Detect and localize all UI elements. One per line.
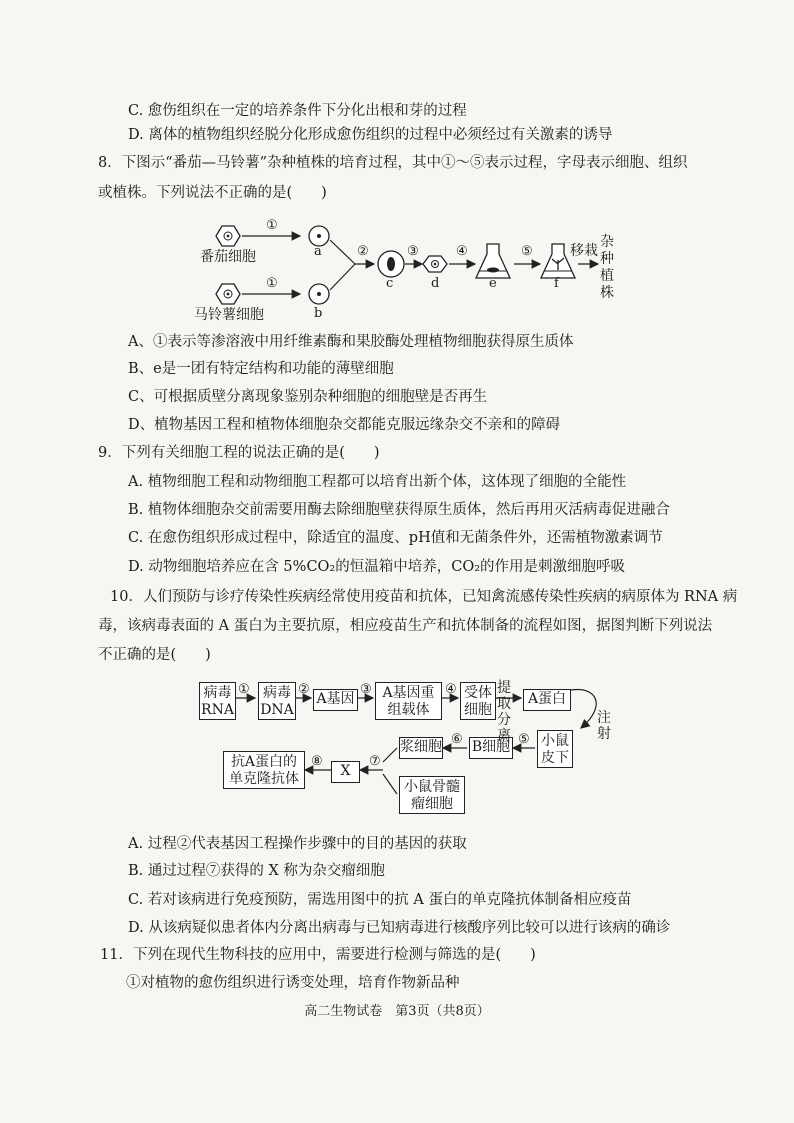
virus-rna-box: 病毒RNA [199,682,236,720]
q8-option-b: B、e是一团有特定结构和功能的薄壁细胞 [128,361,394,377]
q7-option-d: D. 离体的植物组织经脱分化形成愈伤组织的过程中必须经过有关激素的诱导 [128,127,613,143]
step2-label: ② [357,244,369,259]
q9-option-d: D. 动物细胞培养应在含 5%CO₂的恒温箱中培养，CO₂的作用是刺激细胞呼吸 [128,559,626,575]
x-cell-box: X [331,761,360,783]
q8-option-a: A、①表示等渗溶液中用纤维素酶和果胶酶处理植物细胞获得原生质体 [128,334,574,350]
label-e: e [489,276,497,291]
antibody-flow-figure [195,676,635,818]
potato-cell-icon [216,284,240,304]
q10-stem-line1: 10．人们预防与诊疗传染性疾病经常使用疫苗和抗体，已知禽流感传染性疾病的病原体为 RNA 病 [110,589,738,605]
q10-option-b: B. 通过过程⑦获得的 X 称为杂交瘤细胞 [128,863,385,879]
inject-label: 注射 [597,710,611,742]
label-a: a [314,244,322,259]
plasma-cell-box: 浆细胞 [399,737,443,759]
a-gene-vector-box: A基因重组载体 [375,682,442,720]
flask-e-icon [476,244,510,278]
q10-stem-line3: 不正确的是( ) [98,647,211,663]
q9-option-c: C. 在愈伤组织形成过程中，除适宜的温度、pH值和无菌条件外，还需植物激素调节 [128,530,663,546]
a-gene-box: A基因 [313,689,358,711]
q11-stem: 11．下列在现代生物科技的应用中，需要进行检测与筛选的是( ) [100,947,536,963]
flow-step4: ④ [445,682,457,697]
flow-step2: ② [298,682,310,697]
potato-cell-label: 马铃薯细胞 [194,307,264,323]
flow-step3: ③ [360,682,372,697]
flow-step6: ⑥ [451,732,463,747]
b-cell-box: B细胞 [469,737,513,759]
myeloma-cell-box: 小鼠骨髓瘤细胞 [399,776,465,814]
q8-option-d: D、植物基因工程和植物体细胞杂交都能克服远缘杂交不亲和的障碍 [128,417,561,433]
q8-stem-line2: 或植株。下列说法不正确的是( ) [98,185,327,201]
q10-stem-line2: 毒，该病毒表面的 A 蛋白为主要抗原，相应疫苗生产和抗体制备的流程如图，据图判断下列说法 [98,618,713,634]
fused-cell-c-icon [378,251,404,277]
q8-option-c: C、可根据质壁分离现象鉴别杂种细胞的细胞壁是否再生 [128,389,488,405]
hybrid-process-figure [194,214,620,324]
q10-option-c: C. 若对该病进行免疫预防，需选用图中的抗 A 蛋白的单克隆抗体制备相应疫苗 [128,892,632,908]
flow-step8: ⑧ [311,754,323,769]
q11-item-1: ①对植物的愈伤组织进行诱变处理，培育作物新品种 [126,975,460,991]
q10-option-a: A. 过程②代表基因工程操作步骤中的目的基因的获取 [128,836,467,852]
a-protein-box: A蛋白 [523,689,571,711]
virus-dna-box: 病毒DNA [258,682,296,720]
q8-stem-line1: 8．下图示“番茄—马铃薯”杂种植株的培育过程，其中①～⑤表示过程，字母表示细胞、组织 [98,155,688,171]
step1-label-bottom: ① [266,276,278,291]
step4-label: ④ [456,244,468,259]
recipient-cell-box: 受体细胞 [460,682,496,720]
step5-label: ⑤ [521,244,533,259]
step3-label: ③ [407,244,419,259]
extract-label: 提取分离 [497,680,511,744]
q9-option-b: B. 植物体细胞杂交前需要用酶去除细胞壁获得原生质体，然后再用灭活病毒促进融合 [128,502,670,518]
tomato-cell-icon [216,226,240,246]
mouse-skin-box: 小鼠皮下 [537,730,573,768]
label-b: b [314,306,323,321]
label-d: d [431,276,440,291]
q10-option-d: D. 从该病疑似患者体内分离出病毒与已知病毒进行核酸序列比较可以进行该病的确诊 [128,920,671,936]
step1-label-top: ① [266,218,278,233]
q9-option-a: A. 植物细胞工程和动物细胞工程都可以培育出新个体，这体现了细胞的全能性 [128,474,627,490]
q9-stem: 9．下列有关细胞工程的说法正确的是( ) [98,445,380,461]
hybrid-cell-d-icon [423,256,447,272]
flow-step7: ⑦ [369,754,381,769]
transplant-label: 移栽 [570,243,598,259]
page-footer: 高二生物试卷 第3页（共8页） [304,1004,490,1019]
label-c: c [386,276,394,291]
flow-step5: ⑤ [518,732,530,747]
q7-option-c: C. 愈伤组织在一定的培养条件下分化出根和芽的过程 [128,103,467,119]
hybrid-plant-label: 杂种植株 [600,234,614,301]
monoclonal-antibody-box: 抗A蛋白的单克隆抗体 [223,751,305,789]
flow-step1: ① [238,682,250,697]
label-f: f [554,276,559,291]
tomato-cell-label: 番茄细胞 [200,249,256,265]
